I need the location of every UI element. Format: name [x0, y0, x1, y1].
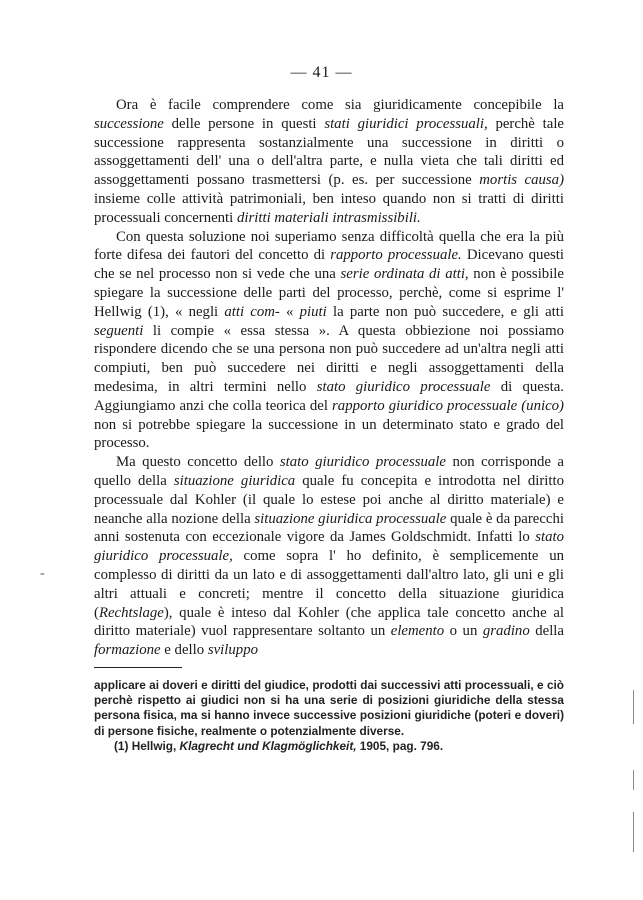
text-run: perchè tale successione rappresenta sostanzialmente una successione in diritti o assoggettamenti dell' una o dell'altra parte, e nulla vieta che tali diritti ed assoggettamenti possano trasmettersi (p. es. per successione [94, 115, 565, 189]
italic-run: piuti [299, 303, 327, 320]
italic-run: mortis causa) [479, 172, 564, 189]
scan-edge-mark [633, 812, 634, 852]
footnote-divider [94, 667, 182, 668]
text-run: quale fu concepita e introdotta nel diritto processuale dal Kohler (il quale lo estese poi anche al diritto materiale) e neanche alla nozione della [94, 472, 564, 527]
italic-run: successione [94, 115, 164, 132]
italic-run: formazione [94, 642, 161, 659]
italic-run: Rechtslage [98, 604, 164, 621]
text-run: Ma questo concetto dello [116, 454, 280, 471]
paragraph [94, 96, 564, 228]
italic-run: sviluppo [207, 642, 259, 659]
italic-run: stato giuridico processuale [316, 378, 491, 395]
italic-run: serie ordinata di atti, [340, 266, 469, 283]
text-run: delle persone in questi [163, 115, 325, 132]
margin-mark: - [40, 566, 45, 581]
italic-run: situazione giuridica processuale [254, 510, 447, 527]
text-run: della [529, 623, 564, 640]
italic-run: situazione giuridica [173, 472, 296, 489]
text-run: la parte non può succedere, e gli atti [326, 303, 565, 320]
footnotes [94, 678, 564, 754]
text-run: li compie « essa stessa ». A questa obbiezione noi possiamo rispondere dicendo che se una persona non può succedere ad un'altra negli atti compiuti, ben può succedere nei diritti e negli assoggettamenti della medesima, in altri termini nello [94, 322, 564, 395]
scan-edge-mark [633, 690, 634, 724]
paragraph [94, 453, 564, 660]
italic-run: rapporto processuale. [330, 247, 462, 264]
italic-run: elemento [390, 623, 445, 640]
footnote-continuation [94, 678, 564, 739]
text-run: Dicevano questi che se nel processo non si vede che una [94, 247, 564, 283]
text-run: non corrisponde a quello della [94, 454, 564, 489]
text-run: Ora è facile comprendere come sia giuridicamente concepibile la [116, 97, 564, 113]
text-run: 1905, pag. 796. [356, 738, 444, 753]
text-run: insieme colle attività patrimoniali, ben inteso quando non si tratti di diritti processuali concernenti [94, 190, 564, 226]
italic-run: stato giuridico processuale [279, 454, 446, 471]
text-run: e dello [160, 642, 208, 659]
italic-run: stati giuridici processuali, [324, 115, 488, 132]
italic-run: gradino [482, 623, 530, 640]
text-run: ), quale è inteso dal Kohler (che applica tale concetto anche al diritto materiale) vuol rappresentare soltanto un [94, 604, 564, 640]
italic-run: Klagrecht und Klagmöglichkeit, [179, 738, 357, 753]
paragraph [94, 228, 564, 454]
text-run: Con questa soluzione noi superiamo senza difficoltà quella che era la più forte difesa dei fautori del concetto di [94, 228, 564, 264]
italic-run: seguenti [94, 322, 144, 339]
text-run: come sopra l' ho definito, è semplicemente un complesso di diritti da un lato e di assoggettamenti dall'altro lato, gli uni e gli altri attuali e concreti; mentre il concetto della situazione giuridica ( [94, 548, 564, 621]
text-run: quale è da parecchi anni sostenuta con eccezionale vigore da James Goldschmidt. Infatti lo [94, 510, 565, 546]
text-run: (1) Hellwig, [114, 738, 180, 753]
text-run: di questa. Aggiungiamo anzi che colla teorica del [94, 378, 564, 414]
text-run: applicare ai doveri e diritti del giudice, prodotti dai successivi atti processuali, e ciò perchè rispetto ai giudici non si ha una serie di posizioni giuridiche della stessa persona fisica, ma si hanno invece successive posizioni giuridiche (poteri e doveri) di persone fisiche, realmente o potenzialmente diverse. [94, 678, 564, 738]
italic-run: diritti materiali intrasmissibili. [236, 209, 421, 226]
italic-run: atti com- [224, 303, 280, 320]
footnote-1 [94, 739, 564, 754]
body-text [94, 96, 564, 660]
italic-run: stato giuridico processuale, [94, 529, 564, 565]
text-run: non si potrebbe spiegare la successione in un determinato stato e grado del processo. [94, 416, 564, 452]
text-run: « [279, 303, 300, 320]
italic-run: rapporto giuridico processuale (unico) [332, 397, 564, 414]
page-number: — 41 — [290, 64, 353, 81]
text-run: o un [444, 623, 483, 640]
text-run: non è possibile spiegare la successione delle parti del processo, perchè, come si esprime l' Hellwig (1), « negli [94, 266, 564, 320]
scan-edge-mark [633, 770, 634, 790]
